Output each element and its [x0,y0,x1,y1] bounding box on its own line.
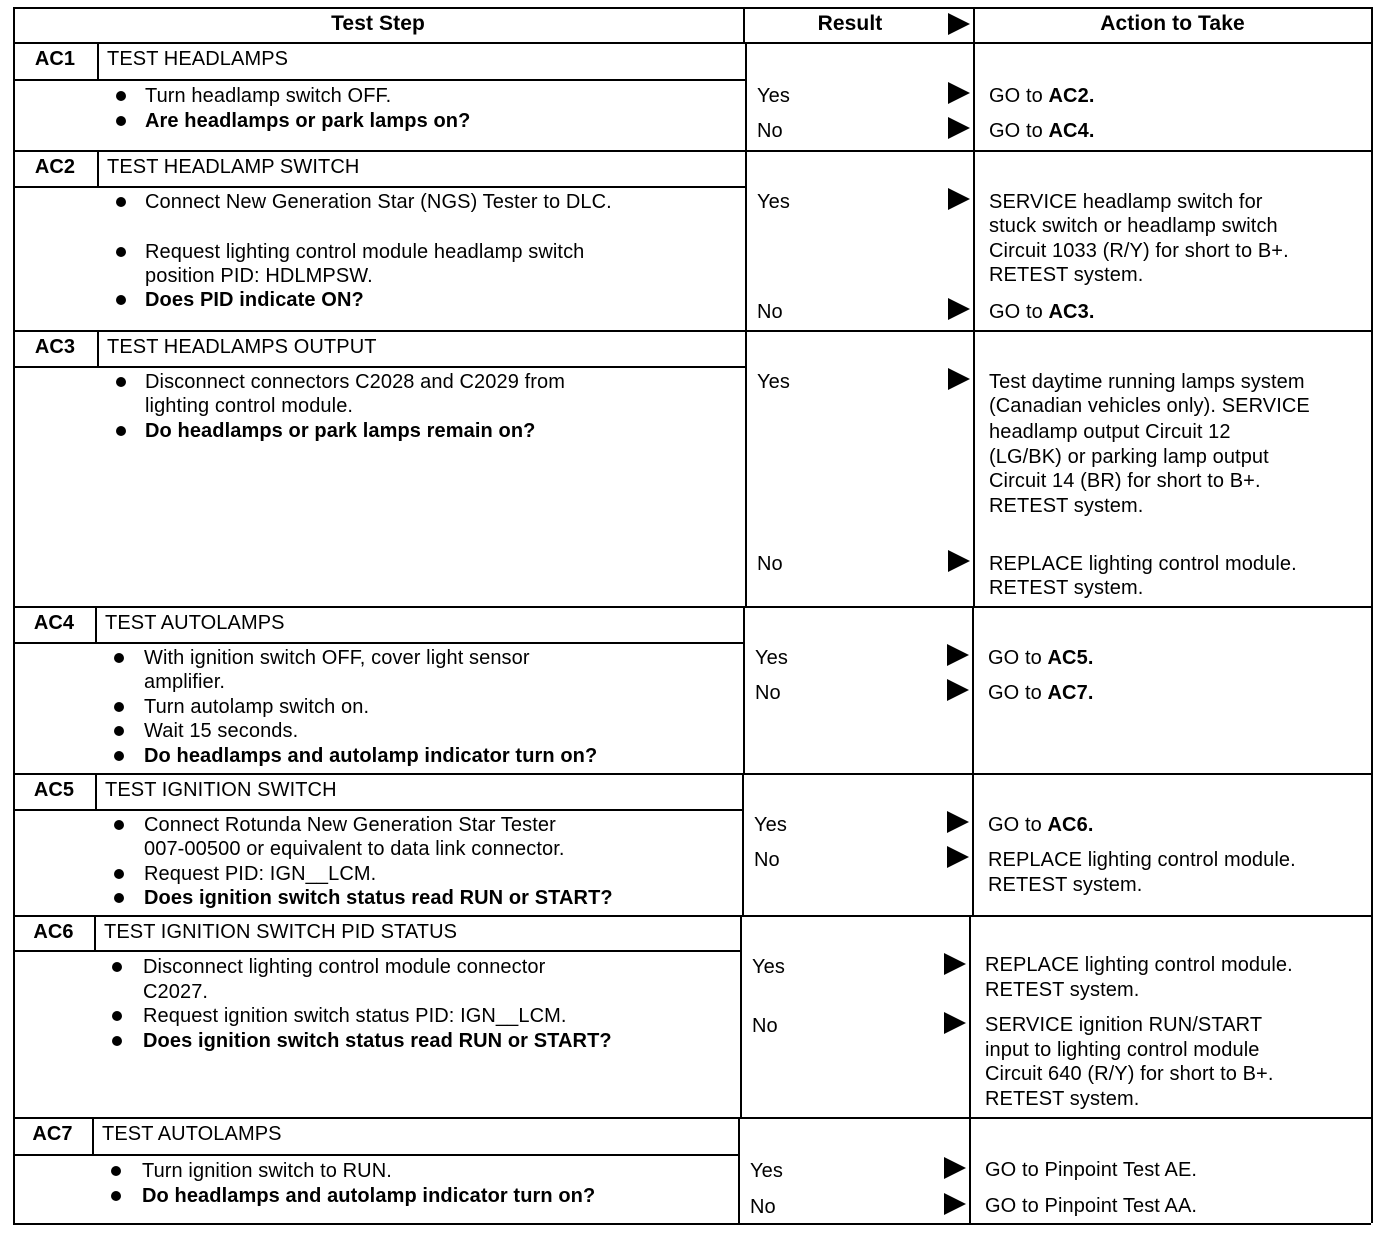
step-instruction: Does ignition switch status read RUN or START? [144,887,613,909]
action-line: RETEST system. [989,577,1144,599]
action-text [989,576,1143,600]
step-title: TEST HEADLAMPS OUTPUT [107,336,377,358]
step-instruction: position PID: HDLMPSW. [145,265,373,287]
rule-horizontal [13,606,1371,608]
action-line: Circuit 1033 (R/Y) for short to B+. [989,240,1289,262]
step-instruction: Connect Rotunda New Generation Star Tester [144,814,556,836]
action-text [989,445,1269,469]
action-line: RETEST system. [989,264,1144,286]
step-instruction: Do headlamps or park lamps remain on? [145,420,536,442]
step-instruction: Does PID indicate ON? [145,289,364,311]
bullet-icon [116,91,126,101]
action-text [989,469,1261,493]
step-title: TEST IGNITION SWITCH [105,779,337,801]
arrow-icon [944,1157,966,1179]
rule-horizontal [13,809,742,811]
action-text [989,214,1278,238]
result-label: No [754,849,780,871]
rule-vertical [745,42,747,150]
arrow-icon [948,368,970,390]
bullet-icon [111,1191,121,1201]
arrow-icon [944,953,966,975]
result-label: No [757,553,783,575]
rule-horizontal [13,42,1371,44]
bullet-icon [114,820,124,830]
action-text [985,1013,1262,1037]
action-line: headlamp output Circuit 12 [989,421,1231,443]
step-instruction: Turn autolamp switch on. [144,696,370,718]
bullet-icon [112,962,122,972]
arrow-icon [948,82,970,104]
rule-vertical [969,1117,971,1223]
rule-horizontal [13,150,1371,152]
rule-vertical [1371,7,1373,1223]
rule-vertical [92,1117,94,1154]
bullet-icon [116,247,126,257]
action-line: SERVICE ignition RUN/START [985,1014,1263,1036]
bullet-icon [114,869,124,879]
action-line: RETEST system. [985,1088,1140,1110]
rule-vertical [97,150,99,186]
rule-vertical [742,773,744,915]
step-id: AC2 [34,156,76,178]
action-step-ref: AC4 [1048,120,1089,142]
rule-horizontal [13,1154,738,1156]
action-line: GO to [988,682,1048,704]
rule-vertical [969,915,971,1117]
rule-vertical [972,606,974,773]
result-label: No [757,120,783,142]
action-text [989,84,1095,108]
step-title: TEST IGNITION SWITCH PID STATUS [104,921,458,943]
rule-horizontal [13,7,1371,9]
action-text [985,1038,1259,1062]
action-line: REPLACE lighting control module. [985,954,1293,976]
step-instruction: Do headlamps and autolamp indicator turn on? [142,1185,596,1207]
rule-horizontal [13,79,745,81]
action-text [988,848,1296,872]
action-line: RETEST system. [989,495,1144,517]
action-line: SERVICE headlamp switch for [989,191,1263,213]
step-id: AC3 [34,336,76,358]
step-title: TEST AUTOLAMPS [105,612,285,634]
action-step-ref: AC3 [1048,301,1089,323]
action-end: . [1087,682,1094,704]
step-id: AC1 [34,48,76,70]
action-end: . [1087,647,1094,669]
rule-horizontal [13,366,745,368]
step-title: TEST AUTOLAMPS [102,1123,282,1145]
step-instruction: Request lighting control module headlamp switch [145,241,585,263]
action-end: . [1087,814,1094,836]
action-text [988,646,1094,670]
rule-horizontal [13,773,1371,775]
step-instruction: Connect New Generation Star (NGS) Tester to DLC. [145,191,612,213]
rule-vertical [738,1117,740,1223]
action-line: GO to [989,120,1049,142]
rule-vertical [745,150,747,330]
step-title: TEST HEADLAMPS [107,48,289,70]
step-instruction: Disconnect connectors C2028 and C2029 from [145,371,565,393]
rule-vertical [743,606,745,773]
result-label: Yes [757,85,790,107]
action-text [989,552,1297,576]
action-line: REPLACE lighting control module. [989,553,1297,575]
arrow-icon [948,550,970,572]
rule-vertical [740,915,742,1117]
action-line: GO to [988,814,1048,836]
bullet-icon [116,197,126,207]
action-line: (Canadian vehicles only). SERVICE [989,395,1310,417]
result-label: Yes [750,1160,783,1182]
rule-vertical [95,773,97,809]
action-text [985,1158,1197,1182]
result-label: Yes [754,814,787,836]
action-text [989,420,1231,444]
action-text [988,873,1142,897]
step-instruction: Request ignition switch status PID: IGN__LCM. [143,1005,567,1027]
rule-vertical [973,42,975,150]
step-instruction: Turn headlamp switch OFF. [145,85,392,107]
action-line: input to lighting control module [985,1039,1260,1061]
arrow-icon [947,846,969,868]
step-instruction: Wait 15 seconds. [144,720,299,742]
action-line: GO to [988,647,1048,669]
rule-horizontal [13,1223,1371,1225]
action-text [985,1194,1197,1218]
rule-horizontal [13,186,745,188]
action-line: GO to [989,301,1049,323]
action-text [989,394,1310,418]
rule-horizontal [13,950,740,952]
arrow-icon [947,679,969,701]
arrow-icon [944,1012,966,1034]
result-label: Yes [755,647,788,669]
action-line: Circuit 640 (R/Y) for short to B+. [985,1063,1274,1085]
action-text [985,953,1293,977]
bullet-icon [116,116,126,126]
action-end: . [1088,301,1095,323]
result-label: Yes [752,956,785,978]
rule-vertical [94,915,96,950]
rule-horizontal [13,1117,1371,1119]
action-line: stuck switch or headlamp switch [989,215,1278,237]
action-line: GO to Pinpoint Test AA. [985,1195,1198,1217]
action-text [989,263,1143,287]
action-step-ref: AC6 [1047,814,1088,836]
bullet-icon [114,653,124,663]
result-label: No [752,1015,778,1037]
header-test-step: Test Step [331,12,425,35]
header-result: Result [817,12,883,35]
action-line: Test daytime running lamps system [989,371,1305,393]
bullet-icon [116,377,126,387]
bullet-icon [112,1036,122,1046]
arrow-icon [948,298,970,320]
bullet-icon [112,1011,122,1021]
rule-vertical [972,773,974,915]
step-id: AC5 [33,779,75,801]
rule-horizontal [13,642,743,644]
action-text [989,300,1095,324]
action-text [989,239,1289,263]
action-text [988,813,1094,837]
action-step-ref: AC5 [1047,647,1088,669]
result-label: Yes [757,371,790,393]
rule-vertical [973,150,975,330]
bullet-icon [116,295,126,305]
step-instruction: Turn ignition switch to RUN. [142,1160,392,1182]
arrow-icon [948,188,970,210]
step-instruction: Request PID: IGN__LCM. [144,863,377,885]
step-id: AC7 [32,1123,73,1145]
rule-vertical [97,330,99,366]
rule-vertical [973,330,975,606]
step-instruction: Are headlamps or park lamps on? [145,110,471,132]
rule-vertical [95,606,97,642]
bullet-icon [114,893,124,903]
rule-horizontal [13,915,1371,917]
result-label: Yes [757,191,790,213]
result-label: No [750,1196,776,1218]
action-text [989,494,1143,518]
bullet-icon [114,726,124,736]
step-instruction: With ignition switch OFF, cover light sensor [144,647,530,669]
bullet-icon [111,1166,121,1176]
action-text [985,1087,1139,1111]
action-line: GO to [989,85,1049,107]
arrow-icon [944,1193,966,1215]
step-instruction: lighting control module. [145,395,354,417]
result-label: No [755,682,781,704]
step-id: AC6 [33,921,74,943]
action-text [989,190,1263,214]
header-action: Action to Take [1100,12,1245,35]
action-end: . [1088,120,1095,142]
action-line: (LG/BK) or parking lamp output [989,446,1269,468]
action-step-ref: AC2 [1048,85,1089,107]
header-arrow-icon [948,13,970,35]
result-label: No [757,301,783,323]
step-instruction: C2027. [143,981,209,1003]
action-end: . [1088,85,1095,107]
rule-vertical [97,42,99,79]
bullet-icon [114,751,124,761]
action-text [985,978,1139,1002]
step-id: AC4 [33,612,75,634]
action-line: GO to Pinpoint Test AE. [985,1159,1198,1181]
step-instruction: Disconnect lighting control module connector [143,956,546,978]
action-text [989,119,1095,143]
step-instruction: amplifier. [144,671,226,693]
action-line: REPLACE lighting control module. [988,849,1296,871]
rule-vertical [745,330,747,606]
step-instruction: Do headlamps and autolamp indicator turn on? [144,745,598,767]
action-step-ref: AC7 [1047,682,1088,704]
action-line: RETEST system. [985,979,1140,1001]
action-text [989,370,1305,394]
step-instruction: 007-00500 or equivalent to data link connector. [144,838,565,860]
arrow-icon [947,811,969,833]
step-title: TEST HEADLAMP SWITCH [107,156,360,178]
step-instruction: Does ignition switch status read RUN or START? [143,1030,612,1052]
action-text [985,1062,1274,1086]
action-line: RETEST system. [988,874,1143,896]
arrow-icon [947,644,969,666]
arrow-icon [948,117,970,139]
rule-horizontal [13,330,1371,332]
bullet-icon [114,702,124,712]
action-line: Circuit 14 (BR) for short to B+. [989,470,1261,492]
action-text [988,681,1094,705]
bullet-icon [116,426,126,436]
